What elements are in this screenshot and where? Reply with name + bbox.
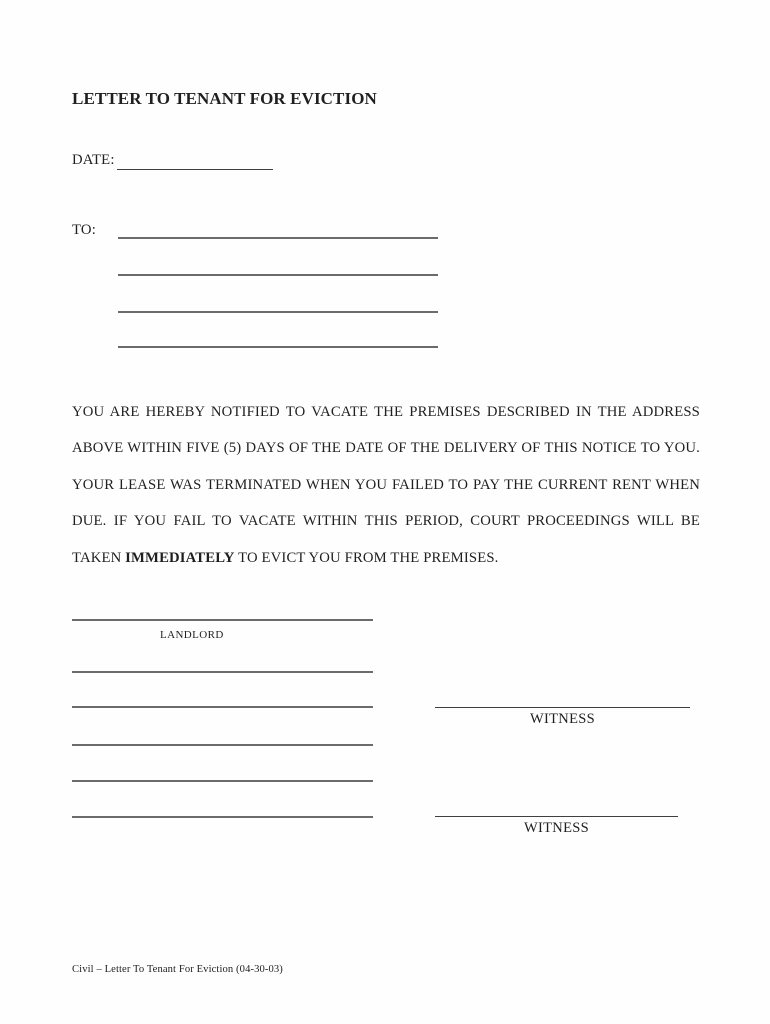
body-text-segment: TAKEN — [72, 549, 126, 566]
body-line-4: DUE. IF YOU FAIL TO VACATE WITHIN THIS PERIOD, COURT PROCEEDINGS WILL BE — [72, 513, 700, 530]
witness-signature-line-1[interactable] — [435, 707, 690, 708]
body-line-5 — [72, 540, 700, 576]
body-line-1: YOU ARE HEREBY NOTIFIED TO VACATE THE PREMISES DESCRIBED IN THE ADDRESS — [72, 404, 700, 420]
to-input-line-4[interactable] — [118, 346, 438, 348]
witness-label-1: WITNESS — [530, 711, 595, 727]
document-title: LETTER TO TENANT FOR EVICTION — [72, 89, 377, 108]
to-input-line-2[interactable] — [118, 274, 438, 276]
signature-line-4[interactable] — [72, 744, 373, 746]
body-line-3: YOUR LEASE WAS TERMINATED WHEN YOU FAILED TO PAY THE CURRENT RENT WHEN — [72, 476, 700, 493]
signature-line-5[interactable] — [72, 780, 373, 782]
signature-line-2[interactable] — [72, 671, 373, 673]
witness-label-2: WITNESS — [524, 820, 589, 836]
date-input-line[interactable] — [117, 169, 273, 170]
to-label: TO: — [72, 222, 96, 238]
witness-signature-line-2[interactable] — [435, 816, 678, 817]
signature-line-6[interactable] — [72, 816, 373, 818]
date-label: DATE: — [72, 152, 115, 168]
body-text-segment: TO EVICT YOU FROM THE PREMISES. — [234, 549, 499, 566]
body-line-2: ABOVE WITHIN FIVE (5) DAYS OF THE DATE OF THE DELIVERY OF THIS NOTICE TO YOU. — [72, 440, 700, 457]
landlord-signature-line[interactable] — [72, 619, 373, 621]
form-footer: Civil – Letter To Tenant For Eviction (04-30-03) — [72, 964, 283, 975]
signature-line-3[interactable] — [72, 706, 373, 708]
to-input-line-1[interactable] — [118, 237, 438, 239]
to-input-line-3[interactable] — [118, 311, 438, 313]
landlord-label: LANDLORD — [160, 629, 224, 641]
body-paragraph — [72, 394, 700, 576]
body-emphasis: IMMEDIATELY — [125, 549, 235, 566]
